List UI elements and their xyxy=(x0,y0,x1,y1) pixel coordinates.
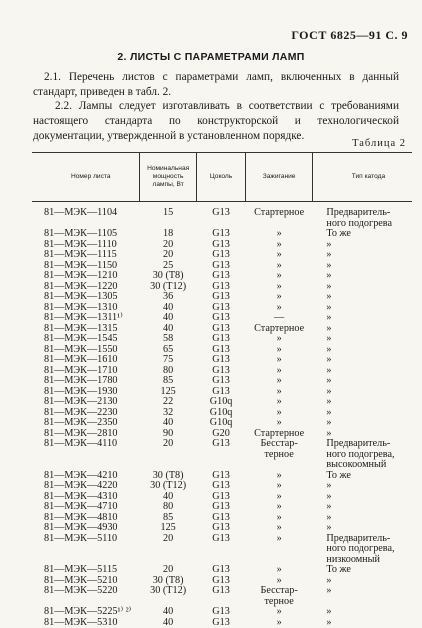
cell-ignition: Бесстар- xyxy=(246,586,313,597)
cell-cathode: » xyxy=(312,397,412,408)
cell-cathode: То же xyxy=(312,471,412,482)
cell-power: 125 xyxy=(140,523,196,534)
cell-power: 18 xyxy=(140,229,196,240)
cell-ignition: » xyxy=(246,292,313,303)
cell-sheet-number: 81—МЭК—1110 xyxy=(32,240,140,251)
cell-sheet-number: 81—МЭК—2810 xyxy=(32,429,140,440)
cell-ignition: » xyxy=(246,576,313,587)
cell-sheet-number: 81—МЭК—1311¹⁾ xyxy=(32,313,140,324)
cell-ignition: » xyxy=(246,408,313,419)
table-row xyxy=(32,607,412,618)
cell-cap: G13 xyxy=(196,334,246,345)
cell-sheet-number: 81—МЭК—4110 xyxy=(32,439,140,450)
cell-cathode: » xyxy=(312,481,412,492)
cell-ignition: » xyxy=(246,345,313,356)
table-row xyxy=(32,202,412,219)
cell-cathode: » xyxy=(312,282,412,293)
cell-ignition: » xyxy=(246,565,313,576)
cell-sheet-number xyxy=(32,460,140,471)
cell-power: 40 xyxy=(140,303,196,314)
table-row xyxy=(32,250,412,261)
cell-ignition: » xyxy=(246,607,313,618)
table-row xyxy=(32,565,412,576)
cell-cap: G13 xyxy=(196,471,246,482)
table-row xyxy=(32,355,412,366)
cell-sheet-number: 81—МЭК—4710 xyxy=(32,502,140,513)
cell-cap: G13 xyxy=(196,250,246,261)
cell-sheet-number: 81—МЭК—1115 xyxy=(32,250,140,261)
cell-cathode: ного подогрева, xyxy=(312,544,412,555)
cell-power: 32 xyxy=(140,408,196,419)
cell-sheet-number: 81—МЭК—1310 xyxy=(32,303,140,314)
cell-sheet-number: 81—МЭК—1710 xyxy=(32,366,140,377)
cell-power: 30 (T12) xyxy=(140,282,196,293)
cell-cathode: Предваритель- xyxy=(312,202,412,219)
cell-ignition: » xyxy=(246,303,313,314)
cell-cathode: То же xyxy=(312,565,412,576)
cell-sheet-number: 81—МЭК—4810 xyxy=(32,513,140,524)
cell-cathode: » xyxy=(312,334,412,345)
table-row xyxy=(32,313,412,324)
cell-cap: G13 xyxy=(196,345,246,356)
cell-cathode: » xyxy=(312,418,412,429)
cell-power: 40 xyxy=(140,324,196,335)
cell-ignition: » xyxy=(246,481,313,492)
cell-cap xyxy=(196,544,246,555)
cell-ignition: — xyxy=(246,313,313,324)
cell-cap: G13 xyxy=(196,303,246,314)
cell-ignition: Стартерное xyxy=(246,429,313,440)
cell-ignition: » xyxy=(246,513,313,524)
cell-sheet-number: 81—МЭК—1550 xyxy=(32,345,140,356)
cell-power: 30 (T8) xyxy=(140,471,196,482)
table-row xyxy=(32,376,412,387)
cell-ignition xyxy=(246,460,313,471)
cell-cathode: низкоомный xyxy=(312,555,412,566)
lamp-sheets-table xyxy=(32,152,412,628)
cell-sheet-number: 81—МЭК—1210 xyxy=(32,271,140,282)
col-cathode: Тип катода xyxy=(312,153,412,202)
cell-cap: G13 xyxy=(196,324,246,335)
cell-cathode: » xyxy=(312,313,412,324)
cell-power xyxy=(140,450,196,461)
cell-power xyxy=(140,544,196,555)
cell-cap: G13 xyxy=(196,502,246,513)
cell-sheet-number: 81—МЭК—1610 xyxy=(32,355,140,366)
cell-power: 20 xyxy=(140,250,196,261)
table-row xyxy=(32,292,412,303)
cell-cap: G13 xyxy=(196,576,246,587)
cell-power: 40 xyxy=(140,418,196,429)
cell-sheet-number: 81—МЭК—1305 xyxy=(32,292,140,303)
cell-ignition: » xyxy=(246,618,313,628)
cell-sheet-number: 81—МЭК—2230 xyxy=(32,408,140,419)
cell-power xyxy=(140,460,196,471)
cell-cap: G13 xyxy=(196,387,246,398)
cell-cathode: » xyxy=(312,586,412,597)
cell-cathode: » xyxy=(312,408,412,419)
cell-power: 20 xyxy=(140,240,196,251)
cell-power: 40 xyxy=(140,607,196,618)
cell-ignition: » xyxy=(246,471,313,482)
cell-cathode: » xyxy=(312,250,412,261)
table-header-row xyxy=(32,153,412,202)
col-ignition: Зажигание xyxy=(246,153,313,202)
cell-sheet-number: 81—МЭК—5210 xyxy=(32,576,140,587)
cell-power: 40 xyxy=(140,618,196,628)
cell-sheet-number: 81—МЭК—5220 xyxy=(32,586,140,597)
cell-cap: G13 xyxy=(196,355,246,366)
col-power: Номинальная мощность лампы, Вт xyxy=(140,153,196,202)
cell-cap xyxy=(196,450,246,461)
cell-power: 20 xyxy=(140,565,196,576)
cell-sheet-number: 81—МЭК—5225¹⁾ ²⁾ xyxy=(32,607,140,618)
cell-sheet-number: 81—МЭК—2350 xyxy=(32,418,140,429)
cell-cathode: » xyxy=(312,303,412,314)
cell-sheet-number: 81—МЭК—1780 xyxy=(32,376,140,387)
table-row xyxy=(32,481,412,492)
cell-power: 40 xyxy=(140,492,196,503)
table-row xyxy=(32,334,412,345)
cell-cathode: » xyxy=(312,240,412,251)
cell-cathode: ного подогрева, xyxy=(312,450,412,461)
cell-ignition: » xyxy=(246,387,313,398)
cell-cap: G13 xyxy=(196,534,246,545)
cell-cap: G10q xyxy=(196,408,246,419)
cell-ignition: » xyxy=(246,534,313,545)
cell-ignition: » xyxy=(246,271,313,282)
cell-power: 30 (T12) xyxy=(140,481,196,492)
cell-power: 40 xyxy=(140,313,196,324)
section-title: 2. ЛИСТЫ С ПАРАМЕТРАМИ ЛАМП xyxy=(0,51,422,63)
cell-cathode: » xyxy=(312,513,412,524)
cell-cap: G13 xyxy=(196,366,246,377)
cell-power: 85 xyxy=(140,376,196,387)
cell-ignition: » xyxy=(246,397,313,408)
cell-power: 125 xyxy=(140,387,196,398)
cell-power: 75 xyxy=(140,355,196,366)
cell-cap: G13 xyxy=(196,565,246,576)
cell-power: 65 xyxy=(140,345,196,356)
table-row xyxy=(32,502,412,513)
cell-ignition xyxy=(246,544,313,555)
cell-ignition: Стартерное xyxy=(246,324,313,335)
cell-ignition: терное xyxy=(246,597,313,608)
cell-cap: G13 xyxy=(196,481,246,492)
cell-cathode: » xyxy=(312,429,412,440)
cell-power: 20 xyxy=(140,534,196,545)
cell-power: 58 xyxy=(140,334,196,345)
cell-ignition: » xyxy=(246,282,313,293)
cell-cathode: » xyxy=(312,366,412,377)
table-row xyxy=(32,544,412,555)
cell-cap: G13 xyxy=(196,492,246,503)
cell-sheet-number: 81—МЭК—5115 xyxy=(32,565,140,576)
cell-cathode: » xyxy=(312,376,412,387)
cell-sheet-number: 81—МЭК—4210 xyxy=(32,471,140,482)
cell-ignition: » xyxy=(246,492,313,503)
cell-ignition: » xyxy=(246,334,313,345)
cell-power: 36 xyxy=(140,292,196,303)
cell-cap: G13 xyxy=(196,513,246,524)
cell-sheet-number: 81—МЭК—5110 xyxy=(32,534,140,545)
table-row xyxy=(32,229,412,240)
cell-sheet-number: 81—МЭК—1104 xyxy=(32,202,140,219)
cell-power: 90 xyxy=(140,429,196,440)
cell-cathode: ного подогрева xyxy=(312,219,412,230)
cell-cathode: » xyxy=(312,271,412,282)
cell-cathode: » xyxy=(312,523,412,534)
paragraph-2-2: 2.2. Лампы следует изготавливать в соответствии с требованиями настоящего стандарта по конструкторской и технологической документации, утвержденной в установленном порядке. xyxy=(33,99,399,144)
cell-cap: G13 xyxy=(196,376,246,387)
cell-ignition: » xyxy=(246,240,313,251)
cell-cap: G13 xyxy=(196,261,246,272)
cell-power: 30 (T8) xyxy=(140,271,196,282)
cell-cap xyxy=(196,460,246,471)
cell-cap: G13 xyxy=(196,523,246,534)
cell-sheet-number: 81—МЭК—1930 xyxy=(32,387,140,398)
cell-cap: G13 xyxy=(196,282,246,293)
cell-ignition: » xyxy=(246,229,313,240)
cell-cathode: » xyxy=(312,355,412,366)
cell-sheet-number: 81—МЭК—1105 xyxy=(32,229,140,240)
table-row xyxy=(32,523,412,534)
cell-cap: G13 xyxy=(196,240,246,251)
table-row xyxy=(32,397,412,408)
cell-cap: G13 xyxy=(196,313,246,324)
cell-power: 25 xyxy=(140,261,196,272)
cell-cap: G10q xyxy=(196,418,246,429)
cell-cap: G13 xyxy=(196,202,246,219)
cell-sheet-number: 81—МЭК—4220 xyxy=(32,481,140,492)
cell-cap: G20 xyxy=(196,429,246,440)
cell-ignition: » xyxy=(246,523,313,534)
cell-sheet-number: 81—МЭК—5310 xyxy=(32,618,140,628)
table-row xyxy=(32,618,412,628)
cell-power: 80 xyxy=(140,366,196,377)
cell-power: 30 (T8) xyxy=(140,576,196,587)
cell-power: 22 xyxy=(140,397,196,408)
cell-cap: G10q xyxy=(196,397,246,408)
cell-sheet-number xyxy=(32,450,140,461)
cell-sheet-number xyxy=(32,544,140,555)
cell-cap: G13 xyxy=(196,439,246,450)
cell-ignition: » xyxy=(246,261,313,272)
cell-cathode: » xyxy=(312,292,412,303)
cell-ignition: » xyxy=(246,418,313,429)
table-row xyxy=(32,271,412,282)
table-label: Таблица 2 xyxy=(352,138,406,149)
cell-cathode: » xyxy=(312,387,412,398)
cell-sheet-number: 81—МЭК—2130 xyxy=(32,397,140,408)
page-header: ГОСТ 6825—91 С. 9 xyxy=(291,28,408,43)
cell-cathode: » xyxy=(312,324,412,335)
cell-power: 30 (T12) xyxy=(140,586,196,597)
cell-ignition: Стартерное xyxy=(246,202,313,219)
cell-cap: G13 xyxy=(196,271,246,282)
cell-power: 20 xyxy=(140,439,196,450)
cell-cap: G13 xyxy=(196,607,246,618)
cell-sheet-number: 81—МЭК—4310 xyxy=(32,492,140,503)
paragraph-2-1: 2.1. Перечень листов с параметрами ламп, включенных в данный стандарт, приведен в табл. 2. xyxy=(33,70,399,100)
cell-cathode: » xyxy=(312,345,412,356)
cell-cathode: » xyxy=(312,261,412,272)
table-row xyxy=(32,460,412,471)
cell-power: 80 xyxy=(140,502,196,513)
cell-cathode: » xyxy=(312,618,412,628)
cell-sheet-number: 81—МЭК—1315 xyxy=(32,324,140,335)
table-row xyxy=(32,439,412,450)
cell-sheet-number: 81—МЭК—1150 xyxy=(32,261,140,272)
col-sheet-number: Номер листа xyxy=(32,153,140,202)
cell-cap: G13 xyxy=(196,229,246,240)
cell-ignition: терное xyxy=(246,450,313,461)
cell-cap: G13 xyxy=(196,292,246,303)
cell-sheet-number: 81—МЭК—1545 xyxy=(32,334,140,345)
cell-cathode: » xyxy=(312,607,412,618)
cell-cathode: высокоомный xyxy=(312,460,412,471)
cell-ignition: » xyxy=(246,250,313,261)
cell-sheet-number: 81—МЭК—1220 xyxy=(32,282,140,293)
cell-cathode: Предваритель- xyxy=(312,534,412,545)
cell-cathode: » xyxy=(312,502,412,513)
cell-ignition: Бесстар- xyxy=(246,439,313,450)
cell-ignition: » xyxy=(246,355,313,366)
cell-cathode: » xyxy=(312,576,412,587)
col-cap: Цоколь xyxy=(196,153,246,202)
table-body xyxy=(32,202,412,628)
cell-cap: G13 xyxy=(196,618,246,628)
table-row xyxy=(32,418,412,429)
cell-ignition: » xyxy=(246,376,313,387)
cell-power: 15 xyxy=(140,202,196,219)
table-row xyxy=(32,586,412,597)
cell-sheet-number: 81—МЭК—4930 xyxy=(32,523,140,534)
cell-cathode: Предваритель- xyxy=(312,439,412,450)
cell-ignition: » xyxy=(246,366,313,377)
cell-power: 85 xyxy=(140,513,196,524)
cell-cap: G13 xyxy=(196,586,246,597)
cell-cathode: » xyxy=(312,492,412,503)
cell-cathode: То же xyxy=(312,229,412,240)
cell-ignition: » xyxy=(246,502,313,513)
